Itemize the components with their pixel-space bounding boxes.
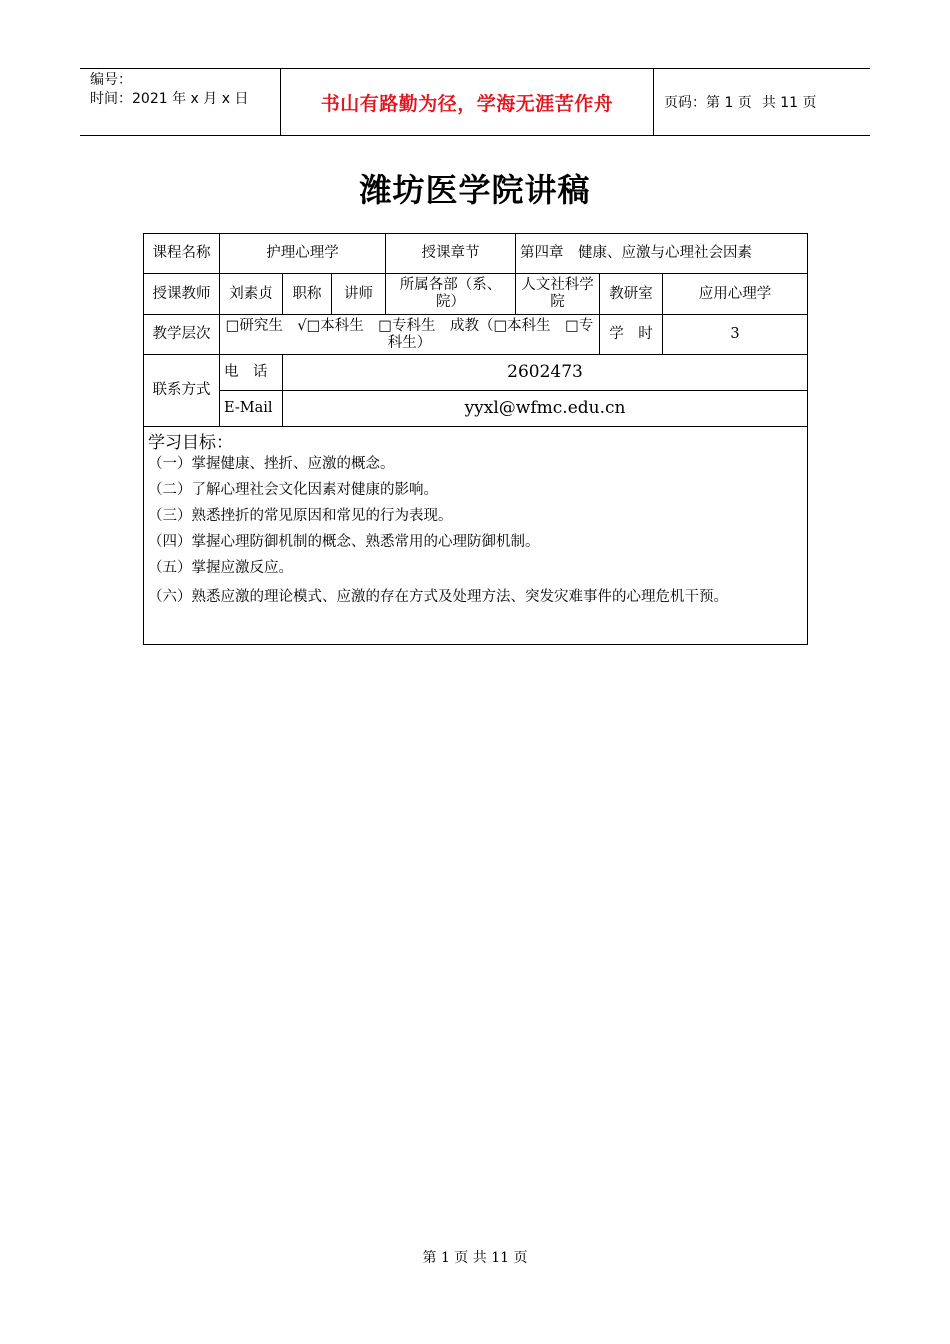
level-options: □研究生 √□本科生 □专科生 成教（□本科生 □专科生） <box>220 315 600 355</box>
page-label: 页码：第 1 页 <box>664 95 752 111</box>
header-meta <box>80 69 281 135</box>
email-label: E-Mail <box>220 391 283 427</box>
objectives-title: 学习目标： <box>148 433 233 453</box>
objective-item: （四）掌握心理防御机制的概念、熟悉常用的心理防御机制。 <box>148 534 540 550</box>
office-label: 教研室 <box>600 274 663 315</box>
objective-item: （二）了解心理社会文化因素对健康的影响。 <box>148 482 438 498</box>
department: 人文社科学院 <box>516 274 600 315</box>
course-name-label: 课程名称 <box>144 234 220 274</box>
department-label: 所属各部（系、院） <box>386 274 516 315</box>
objective-item: （三）熟悉挫折的常见原因和常见的行为表现。 <box>148 508 453 524</box>
learning-objectives <box>144 427 808 645</box>
phone: 2602473 <box>283 355 808 391</box>
objective-item: （一）掌握健康、挫折、应激的概念。 <box>148 456 395 472</box>
teacher-label: 授课教师 <box>144 274 220 315</box>
contact-label: 联系方式 <box>144 355 220 427</box>
chapter: 第四章 健康、应激与心理社会因素 <box>516 234 808 274</box>
rank: 讲师 <box>332 274 386 315</box>
course-name: 护理心理学 <box>220 234 386 274</box>
objective-item: （六）熟悉应激的理论模式、应激的存在方式及处理方法、突发灾难事件的心理危机干预。 <box>148 589 728 605</box>
rank-label: 职称 <box>283 274 332 315</box>
email: yyxl@wfmc.edu.cn <box>283 391 808 427</box>
header-page-info <box>654 69 870 135</box>
number-label: 编号： <box>90 72 132 88</box>
document-title: 潍坊医学院讲稿 <box>359 171 591 209</box>
hours: 3 <box>663 315 808 355</box>
course-info-table <box>143 233 808 645</box>
page-footer: 第 1 页 共 11 页 <box>422 1250 528 1266</box>
page-header <box>80 68 870 136</box>
level-label: 教学层次 <box>144 315 220 355</box>
hours-label: 学 时 <box>600 315 663 355</box>
teacher-name: 刘素贞 <box>220 274 283 315</box>
phone-label: 电 话 <box>220 355 283 391</box>
office: 应用心理学 <box>663 274 808 315</box>
chapter-label: 授课章节 <box>386 234 516 274</box>
total-pages-label: 共 11 页 <box>761 95 817 111</box>
date-label: 时间：2021 年 x 月 x 日 <box>90 91 249 107</box>
objective-item: （五）掌握应激反应。 <box>148 560 293 576</box>
header-motto: 书山有路勤为径，学海无涯苦作舟 <box>281 69 654 135</box>
